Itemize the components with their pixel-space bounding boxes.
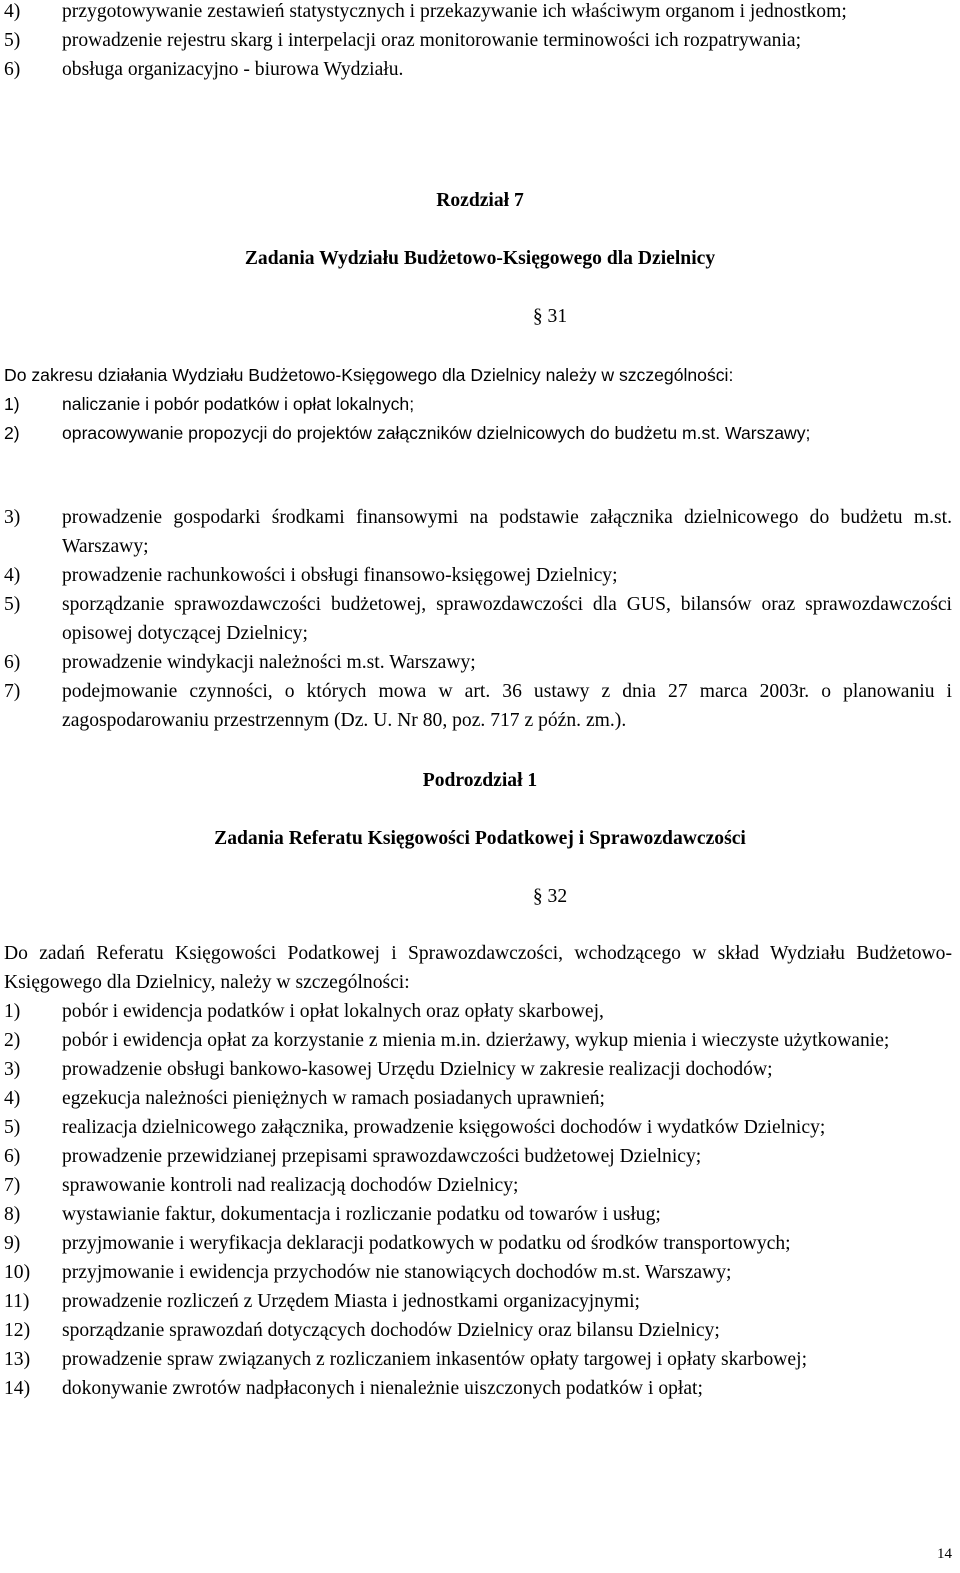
paragraph-number: § 32 — [532, 886, 568, 907]
chapter-subtitle: Zadania Wydziału Budżetowo-Księgowego dla Dzielnicy — [244, 248, 716, 269]
item-number: 2) — [4, 423, 20, 443]
item-text: naliczanie i pobór podatków i opłat lokalnych; — [62, 394, 415, 414]
list-item — [0, 1345, 960, 1374]
list-item — [0, 590, 960, 648]
list-item — [0, 419, 960, 448]
item-text: egzekucja należności pieniężnych w ramach posiadanych uprawnień; — [62, 1088, 605, 1109]
chapter-content — [0, 361, 960, 448]
item-number: 8) — [4, 1204, 21, 1225]
item-number: 4) — [4, 1, 21, 22]
list-item — [0, 677, 960, 735]
item-number: 6) — [4, 59, 21, 80]
list-item — [0, 1258, 960, 1287]
chapter-intro: Do zakresu działania Wydziału Budżetowo-Księgowego dla Dzielnicy należy w szczególności: — [4, 365, 734, 385]
list-item — [0, 1142, 960, 1171]
list-item — [0, 1113, 960, 1142]
item-number: 6) — [4, 652, 21, 673]
item-text: przyjmowanie i ewidencja przychodów nie stanowiących dochodów m.st. Warszawy; — [62, 1262, 732, 1283]
item-text: prowadzenie windykacji należności m.st. Warszawy; — [62, 652, 476, 673]
list-item — [0, 55, 960, 84]
item-text: przygotowywanie zestawień statystycznych i przekazywanie ich właściwym organom i jednostkom; — [62, 1, 847, 22]
item-number: 7) — [4, 1175, 21, 1196]
item-text: prowadzenie przewidzianej przepisami sprawozdawczości budżetowej Dzielnicy; — [62, 1146, 702, 1167]
top-list — [0, 0, 960, 84]
item-text: prowadzenie rozliczeń z Urzędem Miasta i jednostkami organizacyjnymi; — [62, 1291, 640, 1312]
list-item — [0, 1055, 960, 1084]
item-number: 1) — [4, 1001, 21, 1022]
item-text: opracowywanie propozycji do projektów załączników dzielnicowych do budżetu m.st. Warszawy; — [62, 423, 811, 443]
item-number: 6) — [4, 1146, 21, 1167]
item-number: 5) — [4, 594, 21, 615]
item-number: 5) — [4, 1117, 21, 1138]
item-number: 1) — [4, 394, 20, 414]
item-number: 11) — [4, 1291, 30, 1312]
item-text: prowadzenie obsługi bankowo-kasowej Urzędu Dzielnicy w zakresie realizacji dochodów; — [62, 1059, 773, 1080]
subchapter-subtitle: Zadania Referatu Księgowości Podatkowej i Sprawozdawczości — [214, 828, 746, 849]
item-text: wystawianie faktur, dokumentacja i rozliczanie podatku od towarów i usług; — [62, 1204, 661, 1225]
item-number: 7) — [4, 681, 21, 702]
list-item — [0, 561, 960, 590]
item-number: 3) — [4, 507, 21, 528]
item-text: prowadzenie spraw związanych z rozliczaniem inkasentów opłaty targowej i opłaty skarbowej; — [62, 1349, 808, 1370]
item-text: pobór i ewidencja opłat za korzystanie z mienia m.in. dzierżawy, wykup mienia i wieczyste użytkowanie; — [62, 1030, 890, 1051]
item-text: sprawowanie kontroli nad realizacją dochodów Dzielnicy; — [62, 1175, 519, 1196]
item-number: 14) — [4, 1378, 31, 1399]
list-item — [0, 648, 960, 677]
paragraph-number: § 31 — [532, 306, 568, 327]
item-number: 10) — [4, 1262, 31, 1283]
item-number: 5) — [4, 30, 21, 51]
list-item — [0, 503, 960, 561]
item-text: sporządzanie sprawozdawczości budżetowej, sprawozdawczości dla GUS, bilansów oraz sprawozdawczości opisowej dotyczącej Dzielnicy; — [62, 594, 952, 644]
item-number: 4) — [4, 565, 21, 586]
list-item — [0, 1026, 960, 1055]
list-item — [0, 1229, 960, 1258]
item-text: dokonywanie zwrotów nadpłaconych i nienależnie uiszczonych podatków i opłat; — [62, 1378, 703, 1399]
item-number: 13) — [4, 1349, 31, 1370]
item-text: prowadzenie rejestru skarg i interpelacji oraz monitorowanie terminowości ich rozpatrywania; — [62, 30, 802, 51]
chapter-content-continued — [0, 503, 960, 735]
list-item — [0, 997, 960, 1026]
item-text: podejmowanie czynności, o których mowa w art. 36 ustawy z dnia 27 marca 2003r. o planowaniu i zagospodarowaniu przestrzennym (Dz. U. Nr 80, poz. 717 z późn. zm.). — [62, 681, 952, 731]
chapter-title: Rozdział 7 — [436, 190, 524, 211]
list-item — [0, 1200, 960, 1229]
list-item — [0, 390, 960, 419]
item-number: 12) — [4, 1320, 31, 1341]
list-item — [0, 1287, 960, 1316]
item-number: 4) — [4, 1088, 21, 1109]
list-item — [0, 1171, 960, 1200]
item-text: realizacja dzielnicowego załącznika, prowadzenie księgowości dochodów i wydatków Dzielnicy; — [62, 1117, 826, 1138]
page-number: 14 — [937, 1546, 952, 1562]
item-number: 2) — [4, 1030, 21, 1051]
item-text: pobór i ewidencja podatków i opłat lokalnych oraz opłaty skarbowej, — [62, 1001, 604, 1022]
item-text: prowadzenie gospodarki środkami finansowymi na podstawie załącznika dzielnicowego do budżetu m.st. Warszawy; — [62, 507, 952, 557]
item-text: obsługa organizacyjno - biurowa Wydziału. — [62, 59, 404, 80]
list-item — [0, 0, 960, 26]
list-item — [0, 1316, 960, 1345]
list-item — [0, 26, 960, 55]
item-number: 9) — [4, 1233, 21, 1254]
subchapter-title: Podrozdział 1 — [422, 770, 538, 791]
list-item — [0, 1374, 960, 1403]
item-text: przyjmowanie i weryfikacja deklaracji podatkowych w podatku od środków transportowych; — [62, 1233, 791, 1254]
item-text: sporządzanie sprawozdań dotyczących dochodów Dzielnicy oraz bilansu Dzielnicy; — [62, 1320, 720, 1341]
subchapter-intro: Do zadań Referatu Księgowości Podatkowej i Sprawozdawczości, wchodzącego w skład Wydziału Budżetowo-Księgowego dla Dzielnicy, należy w szczególności: — [4, 943, 952, 993]
subchapter-content — [0, 939, 960, 1403]
list-item — [0, 1084, 960, 1113]
item-number: 3) — [4, 1059, 21, 1080]
item-text: prowadzenie rachunkowości i obsługi finansowo-księgowej Dzielnicy; — [62, 565, 618, 586]
